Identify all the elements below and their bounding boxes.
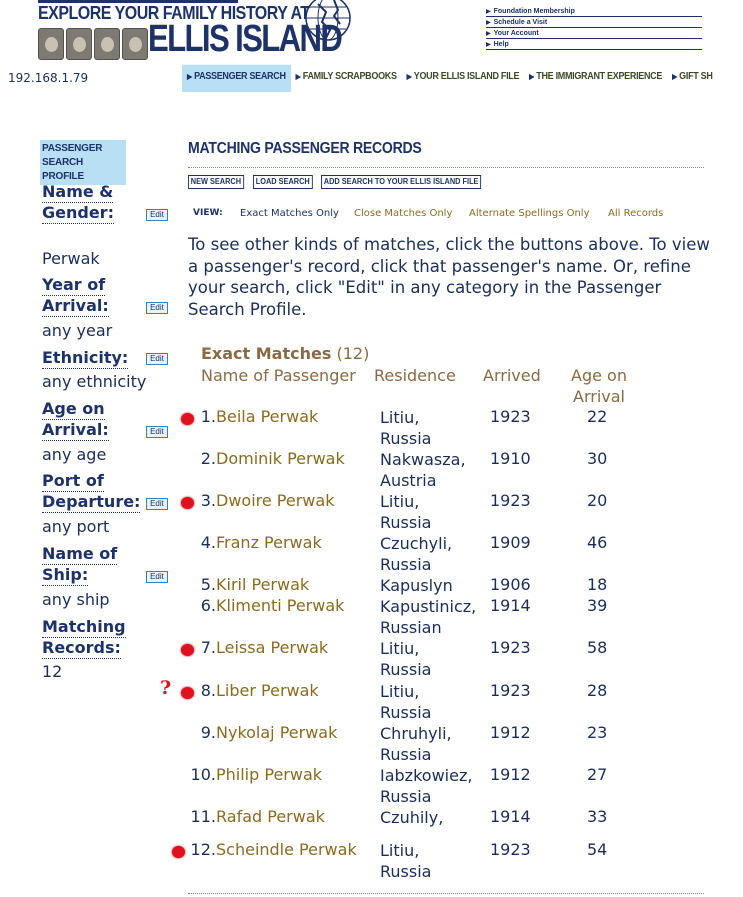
new-search-button[interactable]: NEW SEARCH xyxy=(188,175,244,189)
row-number: 12. xyxy=(190,840,216,859)
residence-cell xyxy=(380,807,492,828)
results-heading-label: Exact Matches xyxy=(201,344,332,363)
portrait-photo xyxy=(38,28,64,60)
row-number: 8. xyxy=(200,681,216,700)
edit-ship-button[interactable]: Edit xyxy=(146,571,168,583)
passenger-name-link[interactable]: Leissa Perwak xyxy=(216,638,329,657)
residence-cell xyxy=(380,575,492,596)
passenger-name-link[interactable]: Beila Perwak xyxy=(216,407,319,426)
passenger-name-link[interactable]: Kiril Perwak xyxy=(216,575,310,594)
arrow-right-icon: ▶ xyxy=(486,41,491,48)
row-number: 5. xyxy=(200,575,216,594)
table-row xyxy=(0,677,743,725)
age-on-arrival: 46 xyxy=(587,533,608,552)
page-title: MATCHING PASSENGER RECORDS xyxy=(188,140,422,157)
row-number: 9. xyxy=(200,723,216,742)
divider xyxy=(188,167,704,168)
table-row xyxy=(0,723,743,767)
action-buttons xyxy=(188,175,496,189)
residence-cell xyxy=(380,533,492,575)
residence-town: Litiu, xyxy=(380,492,420,511)
passenger-name-link[interactable]: Franz Perwak xyxy=(216,533,322,552)
residence-town: Nakwasza, xyxy=(380,450,466,469)
arrival-year: 1909 xyxy=(490,533,531,552)
profile-value-year: any year xyxy=(42,321,113,340)
col-header-age-arrival: Arrival xyxy=(573,387,625,406)
age-on-arrival: 22 xyxy=(587,407,608,426)
explore-tagline: EXPLORE YOUR FAMILY HISTORY AT xyxy=(38,4,310,24)
table-row xyxy=(0,638,743,682)
portrait-photo xyxy=(66,28,92,60)
residence-country: Russia xyxy=(380,660,432,679)
passenger-name-link[interactable]: Scheindle Perwak xyxy=(216,840,357,859)
edit-name-button[interactable]: Edit xyxy=(146,209,168,221)
age-on-arrival: 28 xyxy=(587,681,608,700)
tab-immigrant-experience[interactable]: ▶ THE IMMIGRANT EXPERIENCE xyxy=(529,70,663,82)
residence-cell xyxy=(380,840,492,882)
residence-cell xyxy=(380,449,492,491)
row-number: 2. xyxy=(200,449,216,468)
utility-nav xyxy=(486,6,702,50)
col-header-age: Age on xyxy=(571,366,627,385)
profile-label-age-arrival: Arrival: xyxy=(42,420,109,439)
site-header xyxy=(0,0,743,96)
passenger-name-link[interactable]: Liber Perwak xyxy=(216,681,319,700)
row-number: 7. xyxy=(200,638,216,657)
tab-gift-shop[interactable]: ▶ GIFT SH xyxy=(672,70,713,82)
passenger-name-link[interactable]: Dwoire Perwak xyxy=(216,491,335,510)
view-label: VIEW: xyxy=(193,208,223,218)
profile-title: PASSENGER SEARCH PROFILE xyxy=(40,140,126,185)
residence-town: Chruhyli, xyxy=(380,724,452,743)
main-nav xyxy=(182,64,743,92)
arrival-year: 1923 xyxy=(490,638,531,657)
profile-label-ship: Ship: xyxy=(42,565,89,584)
row-number: 3. xyxy=(200,491,216,510)
row-number: 11. xyxy=(190,807,216,826)
residence-country: Russia xyxy=(380,555,432,574)
residence-country: Russia xyxy=(380,703,432,722)
header-top-bar xyxy=(38,0,238,3)
col-header-residence: Residence xyxy=(374,366,456,385)
arrow-right-icon: ▶ xyxy=(187,73,193,82)
brand-logo[interactable]: ELLIS ISLAND xyxy=(148,18,342,60)
residence-cell xyxy=(380,407,492,449)
profile-value-name: Perwak xyxy=(42,249,100,268)
row-number: 1. xyxy=(200,407,216,426)
table-row xyxy=(0,449,743,493)
table-row xyxy=(0,765,743,809)
table-row xyxy=(0,840,743,884)
profile-value-port: any port xyxy=(42,517,110,536)
passenger-name-link[interactable]: Philip Perwak xyxy=(216,765,323,784)
age-on-arrival: 27 xyxy=(587,765,608,784)
profile-label-gender: Gender: xyxy=(42,203,114,222)
divider xyxy=(188,893,704,894)
passenger-name-link[interactable]: Nykolaj Perwak xyxy=(216,723,338,742)
profile-label-records: Records: xyxy=(42,638,121,657)
profile-label-year: Year of xyxy=(42,275,106,294)
row-number: 4. xyxy=(200,533,216,552)
util-link-help[interactable]: ▶ Help xyxy=(486,39,702,50)
age-on-arrival: 54 xyxy=(587,840,608,859)
passenger-name-link[interactable]: Rafad Perwak xyxy=(216,807,325,826)
edit-port-button[interactable]: Edit xyxy=(146,498,168,510)
util-link-schedule[interactable]: ▶ Schedule a Visit xyxy=(486,17,702,28)
tab-passenger-search[interactable]: ▶ PASSENGER SEARCH xyxy=(182,65,291,92)
age-on-arrival: 39 xyxy=(587,596,608,615)
arrival-year: 1923 xyxy=(490,681,531,700)
load-search-button[interactable]: LOAD SEARCH xyxy=(253,175,312,189)
profile-value-ship: any ship xyxy=(42,590,110,609)
profile-label-ship-name: Name of xyxy=(42,544,118,563)
arrow-right-icon: ▶ xyxy=(672,73,678,82)
residence-cell xyxy=(380,681,492,723)
age-on-arrival: 20 xyxy=(587,491,608,510)
profile-label-age: Age on xyxy=(42,399,105,418)
residence-country: Russia xyxy=(380,429,432,448)
portrait-photo xyxy=(122,28,148,60)
arrow-right-icon: ▶ xyxy=(486,8,491,15)
edit-year-button[interactable]: Edit xyxy=(146,302,168,314)
table-row xyxy=(0,491,743,535)
residence-country: Russia xyxy=(380,787,432,806)
results-count: (12) xyxy=(336,344,370,363)
residence-town: Kapuslyn xyxy=(380,576,453,595)
col-header-arrived: Arrived xyxy=(483,366,541,385)
col-header-name: Name of Passenger xyxy=(201,366,356,385)
arrow-right-icon: ▶ xyxy=(486,19,491,26)
profile-label-departure: Departure: xyxy=(42,492,141,511)
arrival-year: 1906 xyxy=(490,575,531,594)
tab-family-scrapbooks[interactable]: ▶ FAMILY SCRAPBOOKS xyxy=(295,70,397,82)
age-on-arrival: 33 xyxy=(587,807,608,826)
instructions-text: To see other kinds of matches, click the buttons above. To view a passenger's record, click that passenger's name. Or, refine your search, click "Edit" in any category in the Passenger Search Profile. xyxy=(188,235,710,319)
view-exact-matches: Exact Matches Only xyxy=(240,208,339,219)
arrow-right-icon: ▶ xyxy=(406,73,412,82)
add-search-button[interactable]: ADD SEARCH TO YOUR ELLIS ISLAND FILE xyxy=(321,175,481,189)
arrival-year: 1923 xyxy=(490,491,531,510)
view-alternate-spellings[interactable]: Alternate Spellings Only xyxy=(469,208,590,219)
profile-label-port: Port of xyxy=(42,471,104,490)
residence-town: Litiu, xyxy=(380,408,420,427)
results-heading xyxy=(201,344,369,363)
residence-country: Russia xyxy=(380,745,432,764)
profile-value-ethnicity: any ethnicity xyxy=(42,372,147,391)
residence-country: Austria xyxy=(380,471,437,490)
util-link-membership[interactable]: ▶ Foundation Membership xyxy=(486,6,702,17)
portrait-photo xyxy=(94,28,120,60)
residence-town: Iabzkowiez, xyxy=(380,766,473,785)
residence-country: Russia xyxy=(380,862,432,881)
residence-cell xyxy=(380,765,492,807)
util-link-account[interactable]: ▶ Your Account xyxy=(486,28,702,39)
arrival-year: 1914 xyxy=(490,596,531,615)
profile-label-matching: Matching xyxy=(42,617,126,636)
residence-town: Kapustinicz, xyxy=(380,597,477,616)
row-number: 6. xyxy=(200,596,216,615)
residence-country: Russian xyxy=(380,618,442,637)
table-row xyxy=(0,596,743,640)
view-all-records[interactable]: All Records xyxy=(608,208,664,219)
edit-ethnicity-button[interactable]: Edit xyxy=(146,353,168,365)
arrival-year: 1912 xyxy=(490,765,531,784)
arrival-year: 1910 xyxy=(490,449,531,468)
globe-icon xyxy=(300,0,356,44)
arrival-year: 1912 xyxy=(490,723,531,742)
residence-cell xyxy=(380,638,492,680)
residence-town: Czuhily, xyxy=(380,808,444,827)
tab-ellis-island-file[interactable]: ▶ YOUR ELLIS ISLAND FILE xyxy=(406,70,520,82)
arrival-year: 1923 xyxy=(490,407,531,426)
table-row xyxy=(0,533,743,577)
age-on-arrival: 23 xyxy=(587,723,608,742)
profile-value-records: 12 xyxy=(42,662,63,681)
passenger-name-link[interactable]: Dominik Perwak xyxy=(216,449,345,468)
residence-town: Litiu, xyxy=(380,639,420,658)
age-on-arrival: 30 xyxy=(587,449,608,468)
arrow-right-icon: ▶ xyxy=(486,30,491,37)
arrow-right-icon: ▶ xyxy=(529,73,535,82)
passenger-name-link[interactable]: Klimenti Perwak xyxy=(216,596,345,615)
profile-label-name: Name & xyxy=(42,182,114,201)
table-row xyxy=(0,407,743,451)
arrival-year: 1923 xyxy=(490,840,531,859)
profile-label-arrival: Arrival: xyxy=(42,296,109,315)
residence-town: Litiu, xyxy=(380,841,420,860)
residence-cell xyxy=(380,596,492,638)
age-on-arrival: 18 xyxy=(587,575,608,594)
arrival-year: 1914 xyxy=(490,807,531,826)
age-on-arrival: 58 xyxy=(587,638,608,657)
residence-cell xyxy=(380,491,492,533)
profile-value-age: any age xyxy=(42,445,107,464)
row-number: 10. xyxy=(190,765,216,784)
residence-cell xyxy=(380,723,492,765)
ip-address: 192.168.1.79 xyxy=(8,71,89,85)
edit-age-button[interactable]: Edit xyxy=(146,426,168,438)
question-mark-icon: ? xyxy=(160,677,172,699)
arrow-right-icon: ▶ xyxy=(295,73,301,82)
residence-town: Litiu, xyxy=(380,682,420,701)
residence-town: Czuchyli, xyxy=(380,534,453,553)
residence-country: Russia xyxy=(380,513,432,532)
view-close-matches[interactable]: Close Matches Only xyxy=(354,208,453,219)
profile-label-ethnicity: Ethnicity: xyxy=(42,348,129,367)
